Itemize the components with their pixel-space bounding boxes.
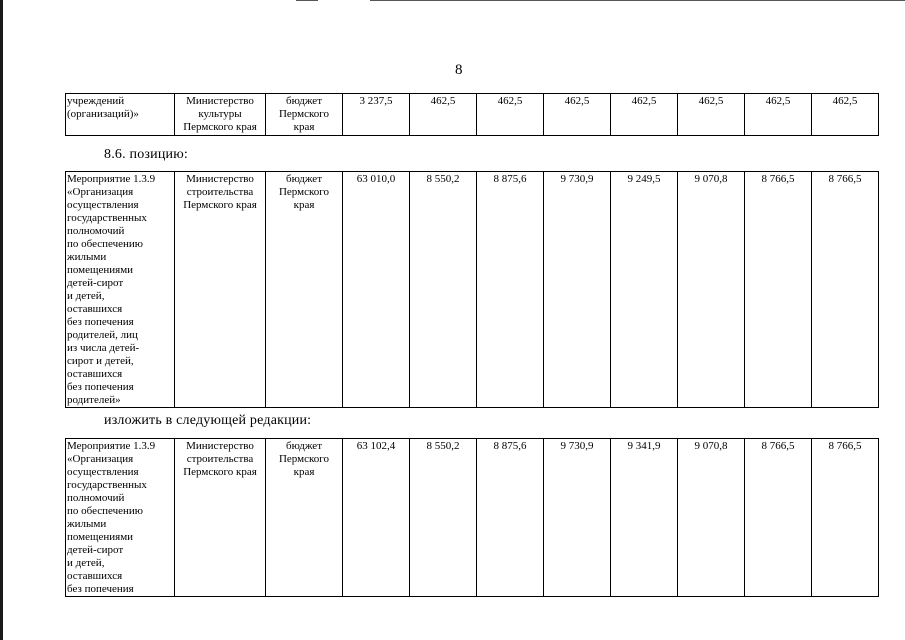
value-cell: 462,5 <box>745 94 812 136</box>
value-cell: 8 550,2 <box>410 439 477 597</box>
value-total-cell: 3 237,5 <box>343 94 410 136</box>
value-total-cell: 63 010,0 <box>343 172 410 408</box>
table-row <box>66 439 879 597</box>
value-cell: 8 766,5 <box>812 172 879 408</box>
value-cell: 462,5 <box>544 94 611 136</box>
position-heading: 8.6. позицию: <box>104 147 188 162</box>
budget-table-original <box>65 171 879 408</box>
page-number: 8 <box>455 62 463 78</box>
value-cell: 8 766,5 <box>745 172 812 408</box>
value-cell: 9 070,8 <box>678 439 745 597</box>
funding-source-cell: бюджет Пермского края <box>266 172 343 408</box>
scan-top-mark <box>296 0 318 1</box>
value-total-cell: 63 102,4 <box>343 439 410 597</box>
executor-cell: Министерство строительства Пермского края <box>175 172 266 408</box>
value-cell: 9 730,9 <box>544 172 611 408</box>
activity-name-cell: Мероприятие 1.3.9 «Организация осуществления государственных полномочий по обеспечению жилыми помещениями детей-сирот и детей, оставшихся без попечения <box>66 439 175 597</box>
value-cell: 9 730,9 <box>544 439 611 597</box>
scan-left-edge <box>0 0 3 640</box>
executor-cell: Министерство строительства Пермского края <box>175 439 266 597</box>
replace-heading: изложить в следующей редакции: <box>104 413 312 428</box>
activity-name-cell: Мероприятие 1.3.9 «Организация осуществления государственных полномочий по обеспечению жилыми помещениями детей-сирот и детей, оставшихся без попечения родителей, лиц из числа детей- сирот и детей, оставшихся без попечения родителей» <box>66 172 175 408</box>
scan-top-rule <box>370 0 905 1</box>
value-cell: 462,5 <box>611 94 678 136</box>
value-cell: 462,5 <box>410 94 477 136</box>
activity-name-cell: учреждений (организаций)» <box>66 94 175 136</box>
value-cell: 8 875,6 <box>477 439 544 597</box>
table-row <box>66 94 879 136</box>
budget-table-continuation <box>65 93 879 136</box>
value-cell: 8 766,5 <box>745 439 812 597</box>
budget-table-new-edition <box>65 438 879 597</box>
value-cell: 9 249,5 <box>611 172 678 408</box>
value-cell: 9 341,9 <box>611 439 678 597</box>
value-cell: 9 070,8 <box>678 172 745 408</box>
executor-cell: Министерство культуры Пермского края <box>175 94 266 136</box>
table-row <box>66 172 879 408</box>
value-cell: 8 550,2 <box>410 172 477 408</box>
value-cell: 462,5 <box>812 94 879 136</box>
value-cell: 8 766,5 <box>812 439 879 597</box>
value-cell: 462,5 <box>678 94 745 136</box>
funding-source-cell: бюджет Пермского края <box>266 439 343 597</box>
value-cell: 462,5 <box>477 94 544 136</box>
value-cell: 8 875,6 <box>477 172 544 408</box>
funding-source-cell: бюджет Пермского края <box>266 94 343 136</box>
